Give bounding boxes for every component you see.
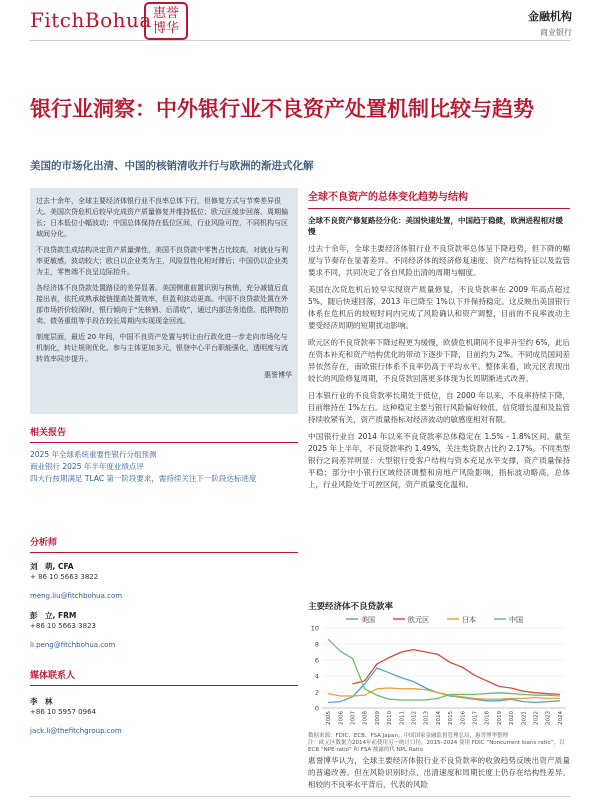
x-tick-label: 2013	[423, 711, 430, 725]
x-tick-label: 2015	[448, 711, 455, 725]
y-tick-label: 2	[314, 688, 319, 697]
category-label: 金融机构	[528, 10, 572, 23]
media-contact-name: 李 林	[30, 697, 53, 706]
series-line-欧元区	[353, 650, 560, 695]
analyst-name: 刘 萌, CFA	[30, 562, 74, 571]
summary-signature: 惠誉博华	[264, 371, 292, 379]
summary-paragraph: 制度层面，最近 20 年间，中国不良资产处置与转让由行政化进一步走向市场化与机制化，转让规则优化、参与主体更加多元，银登中心平台职能强化，透明度与流转效率同步提升。	[36, 333, 288, 363]
related-divider	[30, 442, 298, 443]
analyst-email-link[interactable]: meng.liu@fitchbohua.com	[30, 592, 123, 600]
body-paragraph: 欧元区的不良贷款率下降过程更为缓慢，欧债危机期间不良率升至约 6%，此后在资本补充和资产结构优化的带动下逐步下降，目前约为 2%。不同成员国间差异依然存在，南欧银行体系不良率仍高于平均水平。整体来看，欧元区表现出较长的风险修复周期，不良贷款回落更多体现为长周期渐进式改善。	[308, 338, 570, 383]
page-header	[0, 0, 600, 44]
media-contact-section	[30, 668, 298, 745]
analysts-heading: 分析师	[30, 538, 58, 548]
x-tick-label: 2022	[533, 711, 540, 725]
y-tick-label: 0	[314, 704, 319, 713]
chart-title: 主要经济体不良贷款率	[308, 602, 394, 612]
header-category	[528, 8, 572, 38]
page-title: 银行业洞察：中外银行业不良资产处置机制比较与趋势	[30, 97, 534, 121]
section-body	[308, 243, 570, 491]
related-report-link[interactable]: 商业银行 2025 年半年度业绩点评	[30, 462, 144, 471]
legend-label: 欧元区	[408, 616, 429, 624]
seal-line-2: 博华	[152, 21, 179, 36]
x-tick-label: 2019	[496, 711, 503, 725]
x-tick-label: 2018	[484, 711, 491, 725]
media-heading: 媒体联系人	[30, 671, 76, 681]
x-tick-label: 2008	[362, 711, 369, 725]
body-paragraph: 中国银行业自 2014 年以来不良贷款率总体稳定在 1.5% - 1.8%区间。截至 2025 年上半年，不良贷款率约 1.49%，关注类贷款占比约 2.17%。不同类型银行之间差异明显：大型银行受客户结构与资本充足水平支撑，资产质量保持平稳；部分中小银行区域经济调整和房地产风险影响，指标波动略高，总体上，行业风险处于可控区间，资产质量变化温和。	[308, 432, 570, 489]
seal-logo	[144, 2, 188, 40]
analysts-divider	[30, 552, 298, 553]
related-report-link[interactable]: 四大行按期满足 TLAC 第一阶段要求，需持续关注下一阶段达标进度	[30, 474, 257, 483]
x-tick-label: 2006	[338, 711, 345, 725]
analyst-phone: +86 10 5663 3823	[30, 622, 96, 630]
analysts-section	[30, 535, 298, 659]
section-title: 全球不良资产的总体变化趋势与结构	[308, 192, 468, 203]
body-paragraph: 日本银行业的不良贷款率长期处于低位，自 2000 年以来，不良率持续下降，目前维持在 1%左右。这种稳定主要与银行风险偏好较低、信贷增长温和及监管持续收紧有关，资产质量指标对经济波动的敏感度相对有限。	[308, 391, 570, 424]
related-report-link[interactable]: 2025 年全球系统重要性银行分组预测	[30, 450, 157, 459]
page-subtitle: 美国的市场化出清、中国的核销清收并行与欧洲的渐进式化解	[30, 160, 314, 172]
x-tick-label: 2016	[460, 711, 467, 725]
x-tick-label: 2009	[374, 711, 381, 725]
fitchbohua-logo: FitchBohua	[30, 8, 152, 32]
media-contact-phone: +86 10 5957 0964	[30, 708, 96, 716]
x-tick-label: 2012	[411, 711, 418, 725]
analyst-email-link[interactable]: li.peng@fitchbohua.com	[30, 641, 116, 649]
x-tick-label: 2021	[521, 711, 528, 725]
main-content	[308, 188, 570, 496]
x-tick-label: 2020	[509, 711, 516, 725]
analyst-card	[30, 610, 298, 651]
y-tick-label: 6	[314, 656, 319, 665]
chart-canvas	[308, 614, 570, 734]
summary-paragraph: 过去十余年，全球主要经济体银行业不良率总体下行，但修复方式与节奏差异很大。美国次贷危机后较早完成资产质量修复并维持低位；欧元区缓步回落、周期偏长；日本低位小幅波动；中国总体保持在低位区间，行业风险可控，不同机构与区域间分化。	[36, 197, 288, 238]
footer-divider	[30, 796, 570, 797]
npl-chart	[308, 600, 570, 738]
body-paragraph: 美国在次贷危机后较早实现资产质量修复，不良贷款率在 2009 年高点超过 5%，随后快速回落，2013 年已降至 1%以下并保持稳定。这反映出美国银行体系在危机后的较短时间内完成了风险确认和资产调整，目前的不良率波动主要受经济周期的短期扰动影响。	[308, 285, 570, 330]
related-heading: 相关报告	[30, 428, 67, 438]
closing-paragraph: 惠誉博华认为，全球主要经济体银行业不良贷款率的收敛趋势反映出资产质量的普遍改善。但在风险识别时点、出清速度和周期长度上仍存在结构性差异。相较的不良率水平背后，代表的风险	[308, 756, 570, 789]
seal-line-1: 惠誉	[152, 6, 179, 21]
analyst-name: 彭 立, FRM	[30, 611, 77, 620]
media-contact-email-link[interactable]: jack.li@thefitchgroup.com	[30, 727, 122, 735]
y-tick-label: 8	[314, 640, 319, 649]
x-tick-label: 2007	[350, 711, 357, 725]
x-tick-label: 2024	[557, 711, 564, 725]
analyst-card	[30, 561, 298, 602]
section-subhead: 全球不良资产修复路径分化：美国快速处置，中国趋于稳健，欧洲进程相对缓慢	[308, 216, 563, 236]
y-tick-label: 10	[310, 624, 319, 633]
media-contact-card	[30, 696, 298, 737]
y-tick-label: 4	[314, 672, 319, 681]
section-divider	[308, 208, 570, 209]
series-line-日本	[328, 688, 560, 699]
legend-label: 中国	[509, 616, 523, 624]
chart-source-note: 数据来源：FDIC、ECB、FSA Japan、中国国家金融监督管理总局，惠誉博华整理 注：欧元区数据为2014年前使用另一统计口径，2015–2024 使用 FDIC “Noncurrent loans ratio”，以 ECB “NPE ratio” 和 FSA 披露的代 NPL Ratio	[308, 733, 565, 753]
analyst-phone: + 86 10 5663 3822	[30, 573, 99, 581]
legend-label: 日本	[462, 616, 476, 624]
x-tick-label: 2005	[326, 711, 333, 725]
summary-box	[30, 188, 298, 414]
x-tick-label: 2014	[435, 711, 442, 725]
header-divider	[30, 40, 570, 41]
media-divider	[30, 685, 298, 686]
x-tick-label: 2017	[472, 711, 479, 725]
legend-label: 美国	[361, 616, 375, 624]
summary-paragraph: 各经济体不良贷款处置路径的差异显著。美国侧重前置识别与核销，充分减值后直接出表，依托成熟承接链提高处置效率，但盈利波动更高。中国不良贷款处置在外部市场折价较深时，银行倾向于“先核销、后清收”，通过内部法务追偿、抵押物拍卖、债务重组等手段在较长周期内实现现金回流。	[36, 284, 289, 325]
x-tick-label: 2023	[545, 711, 552, 725]
related-reports	[30, 425, 298, 485]
x-tick-label: 2011	[399, 711, 406, 725]
subcategory-label: 商业银行	[540, 28, 572, 37]
x-tick-label: 2010	[387, 711, 394, 725]
summary-paragraph: 不良贷款生成结构决定资产质量弹性，美国不良贷款中零售占比较高，对就业与利率更敏感，波动较大；欧日以企业类为主，风险显性化相对滞后；中国仍以企业类为主，零售端不良呈边际抬升。	[36, 246, 288, 276]
body-paragraph: 过去十余年，全球主要经济体银行业不良贷款率总体呈下降趋势，但下降的幅度与节奏存在显著差异。不同经济体的经济修复速度、资产结构特征以及监管要求不同，共同决定了各自风险出清的周期与幅度。	[308, 244, 570, 277]
